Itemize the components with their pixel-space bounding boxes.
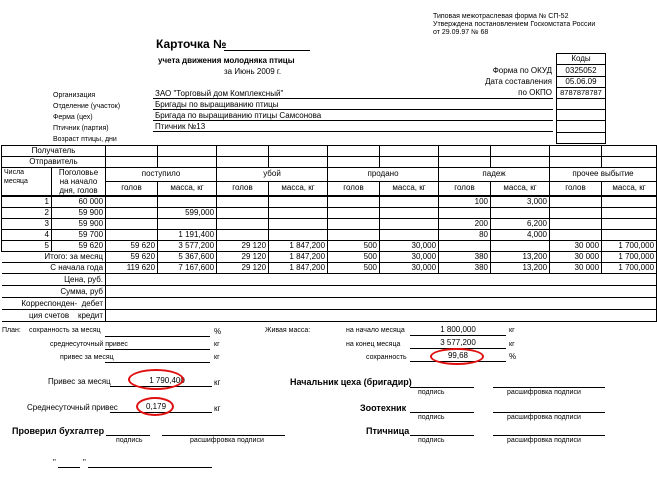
dept-label: Отделение (участок) xyxy=(53,103,121,110)
poultry-line xyxy=(153,131,553,132)
sender-label: Отправитель xyxy=(2,157,106,168)
day-cell: 1 xyxy=(2,196,52,208)
daily-gain-label: Среднесуточный привес xyxy=(27,403,118,412)
death-heads-cell xyxy=(439,208,491,219)
other-mass-cell: 1 700,000 xyxy=(602,252,657,263)
table-row xyxy=(2,230,657,241)
daily-gain-value: 0,179 xyxy=(146,402,167,411)
table-row xyxy=(2,241,657,252)
table-row xyxy=(2,196,657,208)
safety-highlight-ring xyxy=(430,348,484,365)
table-row xyxy=(2,208,657,219)
okpo-value: 8787878787 xyxy=(560,88,602,97)
stock-header: Поголовье на начало дня, голов xyxy=(52,168,106,197)
sub-header-heads: голов xyxy=(217,181,269,196)
mass-end-label: на конец месяца xyxy=(346,341,401,348)
workshop-head-label: Начальник цеха (бригадир) xyxy=(290,377,412,387)
death-heads-cell: 80 xyxy=(439,230,491,241)
date-label: Дата составления xyxy=(485,77,552,86)
dept-value: Бригады по выращиванию птицы xyxy=(155,100,279,109)
death-mass-cell xyxy=(491,241,550,252)
sender-row xyxy=(2,157,657,168)
codes-divider xyxy=(556,98,606,99)
plan-month-gain-label: привес за месяц xyxy=(60,354,114,361)
other-heads-cell: 30 000 xyxy=(550,241,602,252)
debit-label: дебет xyxy=(81,298,104,308)
received-heads-cell: 59 620 xyxy=(106,241,158,252)
slaughter-heads-cell xyxy=(217,208,269,219)
received-mass-cell: 1 191,400 xyxy=(158,230,217,241)
gain-month-highlight-ring xyxy=(128,369,184,390)
zootech-label: Зоотехник xyxy=(360,403,407,413)
debit-cell xyxy=(2,298,106,310)
codes-header: Коды xyxy=(571,54,591,63)
age-label: Возраст птицы, дни xyxy=(53,136,117,143)
other-heads-cell: 30 000 xyxy=(550,252,602,263)
workshop-head-decode-line xyxy=(493,387,605,388)
accountant-label: Проверил бухгалтер xyxy=(12,426,105,436)
group-header-other: прочее выбытие xyxy=(550,168,657,182)
death-heads-cell: 200 xyxy=(439,219,491,230)
sold-heads-cell: 500 xyxy=(328,263,380,274)
received-mass-cell xyxy=(158,219,217,230)
death-mass-cell: 3,000 xyxy=(491,196,550,208)
sold-mass-cell xyxy=(380,219,439,230)
poultry-label: Птичник (партия) xyxy=(53,125,109,132)
accountant-sign-caption: подпись xyxy=(116,437,143,444)
sold-heads-cell xyxy=(328,230,380,241)
org-value: ЗАО "Торговый дом Комплексный" xyxy=(155,89,284,98)
price-row xyxy=(2,274,657,286)
received-mass-cell: 599,000 xyxy=(158,208,217,219)
plan-label: План: xyxy=(2,327,21,334)
dept-line xyxy=(153,109,553,110)
sub-header-mass: масса, кг xyxy=(602,181,657,196)
plan-daily-gain-unit: кг xyxy=(214,341,220,348)
receiver-label: Получатель xyxy=(2,146,106,157)
slaughter-mass-cell xyxy=(269,196,328,208)
sub-header-heads: голов xyxy=(106,181,158,196)
day-cell: 3 xyxy=(2,219,52,230)
slaughter-mass-cell xyxy=(269,208,328,219)
accountant-sign-line xyxy=(106,435,150,436)
form-type-note: Типовая межотраслевая форма № СП-52 xyxy=(433,13,569,20)
sold-mass-cell: 30,000 xyxy=(380,252,439,263)
sub-header-heads: голов xyxy=(550,181,602,196)
other-heads-cell xyxy=(550,219,602,230)
sold-mass-cell xyxy=(380,208,439,219)
poultry-keeper-label: Птичница xyxy=(366,426,410,436)
day-header: Числа месяца xyxy=(2,168,52,197)
date-value: 05.06.09 xyxy=(565,77,597,86)
other-mass-cell xyxy=(602,230,657,241)
poultry-value: Птичник №13 xyxy=(155,122,206,131)
slaughter-heads-cell: 29 120 xyxy=(217,241,269,252)
day-cell: 2 xyxy=(2,208,52,219)
price-label: Цена, руб. xyxy=(2,274,106,286)
stock-cell: 59 900 xyxy=(52,208,106,219)
total-year-row xyxy=(2,263,657,274)
other-mass-cell: 1 700,000 xyxy=(602,241,657,252)
slaughter-heads-cell: 29 120 xyxy=(217,263,269,274)
codes-divider xyxy=(556,132,606,133)
accounts-label: ция счетов xyxy=(28,310,70,320)
accountant-decode-line xyxy=(162,435,285,436)
workshop-head-decode-caption: расшифровка подписи xyxy=(507,389,581,396)
other-heads-cell xyxy=(550,208,602,219)
safety-unit: % xyxy=(509,352,517,361)
receiver-row xyxy=(2,146,657,157)
stock-cell: 59 900 xyxy=(52,219,106,230)
death-heads-cell: 380 xyxy=(439,252,491,263)
group-header-slaughter: убой xyxy=(217,168,328,182)
org-line xyxy=(153,98,553,99)
sum-label: Сумма, руб xyxy=(2,286,106,298)
death-heads-cell: 380 xyxy=(439,263,491,274)
date-quote-close: " xyxy=(83,458,86,467)
workshop-head-sign-caption: подпись xyxy=(418,389,445,396)
daily-gain-unit: кг xyxy=(214,404,221,413)
mass-end-value: 3 577,200 xyxy=(440,338,476,347)
daily-gain-highlight-ring xyxy=(136,397,174,416)
workshop-head-sign-line xyxy=(410,387,474,388)
death-heads-cell xyxy=(439,241,491,252)
sub-header-mass: масса, кг xyxy=(158,181,217,196)
mass-start-unit: кг xyxy=(509,327,515,334)
slaughter-heads-cell xyxy=(217,196,269,208)
safety-label: сохранность xyxy=(366,354,407,361)
okud-value: 0325052 xyxy=(565,66,597,75)
debit-row xyxy=(2,298,657,310)
farm-label: Ферма (цех) xyxy=(53,114,93,121)
received-mass-cell: 5 367,600 xyxy=(158,252,217,263)
slaughter-mass-cell: 1 847,200 xyxy=(269,252,328,263)
plan-daily-gain-line xyxy=(105,349,210,350)
gain-month-unit: кг xyxy=(214,378,221,387)
death-mass-cell: 4,000 xyxy=(491,230,550,241)
sold-mass-cell xyxy=(380,196,439,208)
sold-heads-cell: 500 xyxy=(328,241,380,252)
received-mass-cell xyxy=(158,196,217,208)
other-heads-cell xyxy=(550,196,602,208)
total-month-row xyxy=(2,252,657,263)
codes-divider xyxy=(556,120,606,121)
sub-header-heads: голов xyxy=(439,181,491,196)
received-heads-cell xyxy=(106,208,158,219)
sub-header-mass: масса, кг xyxy=(269,181,328,196)
mass-start-value: 1 800,000 xyxy=(440,325,476,334)
org-label: Организация xyxy=(53,92,96,99)
sold-heads-cell xyxy=(328,208,380,219)
date-day-line xyxy=(58,467,80,468)
okud-label: Форма по ОКУД xyxy=(492,66,552,75)
sold-heads-cell xyxy=(328,219,380,230)
codes-divider xyxy=(556,64,606,65)
sub-header-mass: масса, кг xyxy=(491,181,550,196)
okpo-label: по ОКПО xyxy=(518,88,552,97)
farm-line xyxy=(153,120,553,121)
slaughter-mass-cell: 1 847,200 xyxy=(269,241,328,252)
mass-start-label: на начало месяца xyxy=(346,327,405,334)
death-mass-cell: 6,200 xyxy=(491,219,550,230)
live-mass-label: Живая масса: xyxy=(265,327,311,334)
correspondence-label: Корреспонден- xyxy=(21,298,78,308)
sold-heads-cell xyxy=(328,196,380,208)
farm-value: Бригада по выращиванию птицы Самсонова xyxy=(155,111,322,120)
received-mass-cell: 7 167,600 xyxy=(158,263,217,274)
poultry-keeper-sign-caption: подпись xyxy=(418,437,445,444)
zootech-decode-line xyxy=(493,412,605,413)
poultry-keeper-decode-line xyxy=(493,435,605,436)
death-mass-cell: 13,200 xyxy=(491,263,550,274)
approval-note: Утверждена постановлением Госкомстата России xyxy=(433,21,596,28)
card-subtitle: учета движения молодняка птицы xyxy=(158,56,295,65)
day-cell: 4 xyxy=(2,230,52,241)
movement-table xyxy=(1,145,657,322)
day-cell: 5 xyxy=(2,241,52,252)
slaughter-mass-cell: 1 847,200 xyxy=(269,263,328,274)
zootech-decode-caption: расшифровка подписи xyxy=(507,414,581,421)
approval-date-note: от 29.09.97 № 68 xyxy=(433,29,489,36)
poultry-keeper-decode-caption: расшифровка подписи xyxy=(507,437,581,444)
gain-month-label: Привес за месяц xyxy=(48,377,111,386)
sub-header-heads: голов xyxy=(328,181,380,196)
zootech-sign-caption: подпись xyxy=(418,414,445,421)
plan-percent-unit: % xyxy=(214,327,222,336)
date-month-line xyxy=(88,467,212,468)
received-heads-cell xyxy=(106,196,158,208)
slaughter-mass-cell xyxy=(269,219,328,230)
accountant-decode-caption: расшифровка подписи xyxy=(190,437,264,444)
received-heads-cell: 119 620 xyxy=(106,263,158,274)
plan-month-gain-unit: кг xyxy=(214,354,220,361)
credit-cell xyxy=(2,310,106,322)
other-mass-cell xyxy=(602,219,657,230)
other-heads-cell xyxy=(550,230,602,241)
stock-cell: 59 620 xyxy=(52,241,106,252)
slaughter-heads-cell: 29 120 xyxy=(217,252,269,263)
received-heads-cell xyxy=(106,230,158,241)
plan-safety-label: сохранность за месяц xyxy=(29,327,101,334)
safety-value: 99,68 xyxy=(447,351,469,360)
stock-cell: 60 000 xyxy=(52,196,106,208)
slaughter-heads-cell xyxy=(217,230,269,241)
mass-start-line xyxy=(410,335,506,336)
received-heads-cell xyxy=(106,219,158,230)
plan-daily-gain-label: среднесуточный привес xyxy=(50,341,128,348)
sold-mass-cell: 30,000 xyxy=(380,263,439,274)
date-quote-open: " xyxy=(53,458,56,467)
slaughter-heads-cell xyxy=(217,219,269,230)
credit-label: кредит xyxy=(77,310,104,320)
codes-divider xyxy=(556,109,606,110)
total-year-label: С начала года xyxy=(2,263,106,274)
stock-cell: 59 700 xyxy=(52,230,106,241)
card-number-line xyxy=(224,50,310,51)
group-header-sold: продано xyxy=(328,168,439,182)
death-mass-cell xyxy=(491,208,550,219)
credit-row xyxy=(2,310,657,322)
received-mass-cell: 3 577,200 xyxy=(158,241,217,252)
card-period: за Июнь 2009 г. xyxy=(224,67,282,76)
death-mass-cell: 13,200 xyxy=(491,252,550,263)
gain-month-value: 1 790,400 xyxy=(149,376,185,385)
other-mass-cell: 1 700,000 xyxy=(602,263,657,274)
sub-header-mass: масса, кг xyxy=(380,181,439,196)
plan-month-gain-line xyxy=(105,362,210,363)
poultry-keeper-sign-line xyxy=(410,435,474,436)
table-row xyxy=(2,219,657,230)
group-header-row xyxy=(2,168,657,182)
slaughter-mass-cell xyxy=(269,230,328,241)
received-heads-cell: 59 620 xyxy=(106,252,158,263)
plan-safety-line xyxy=(105,336,210,337)
death-heads-cell: 100 xyxy=(439,196,491,208)
sold-mass-cell: 30,000 xyxy=(380,241,439,252)
other-mass-cell xyxy=(602,208,657,219)
total-month-label: Итого: за месяц xyxy=(2,252,106,263)
group-header-received: поступило xyxy=(106,168,217,182)
sold-mass-cell xyxy=(380,230,439,241)
other-mass-cell xyxy=(602,196,657,208)
sold-heads-cell: 500 xyxy=(328,252,380,263)
mass-end-unit: кг xyxy=(509,341,515,348)
other-heads-cell: 30 000 xyxy=(550,263,602,274)
group-header-death: падеж xyxy=(439,168,550,182)
zootech-sign-line xyxy=(410,412,474,413)
sum-row xyxy=(2,286,657,298)
card-title: Карточка № xyxy=(156,37,227,51)
